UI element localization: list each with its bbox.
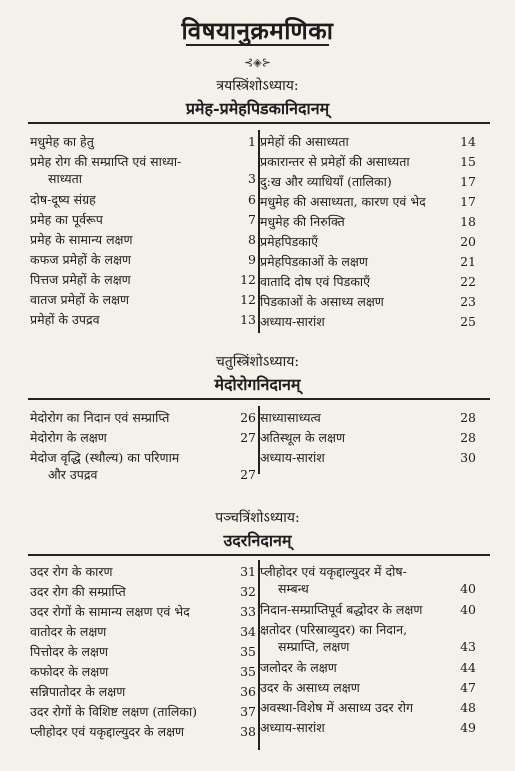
entry-title: अवस्था-विशेष में असाध्य उदर रोग	[260, 700, 414, 715]
toc-entry[interactable]	[260, 620, 476, 658]
entry-title: दोष-दूष्य संग्रह	[30, 192, 96, 207]
toc-entry[interactable]	[30, 210, 256, 230]
entry-page-number: 14	[460, 134, 476, 149]
entry-page-number: 7	[248, 212, 256, 227]
entry-title: मधुमेह की निरुक्ति	[260, 214, 345, 229]
entry-title: पित्तज प्रमेहों के लक्षण	[30, 272, 131, 287]
toc-entry[interactable]	[260, 312, 476, 332]
entry-page-number: 49	[460, 720, 476, 735]
toc-entry[interactable]	[30, 250, 256, 270]
entry-page-number: 22	[460, 274, 476, 289]
entry-title: वातज प्रमेहों के लक्षण	[30, 292, 130, 307]
toc-entry[interactable]	[30, 622, 256, 642]
toc-entry[interactable]	[30, 602, 256, 622]
toc-entry[interactable]	[260, 562, 476, 600]
entry-title: प्रमेहपिडकाएँ	[260, 234, 319, 249]
chapter-number: पञ्चत्रिंशोऽध्याय:	[215, 510, 300, 526]
entry-page-number: 38	[240, 724, 256, 739]
entry-page-number: 12	[240, 292, 256, 307]
toc-entry[interactable]	[260, 448, 476, 468]
toc-entry[interactable]	[30, 702, 256, 722]
entry-title: उदर रोगों के सामान्य लक्षण एवं भेद	[30, 604, 190, 619]
toc-entry[interactable]	[260, 272, 476, 292]
toc-entry[interactable]	[30, 132, 256, 152]
toc-entry[interactable]	[260, 132, 476, 152]
chapter-number: चतुस्त्रिंशोऽध्याय:	[215, 354, 300, 370]
toc-entry[interactable]	[260, 232, 476, 252]
entry-title: पित्तोदर के लक्षण	[30, 644, 108, 659]
entry-page-number: 9	[248, 252, 256, 267]
chapter-divider	[28, 122, 490, 124]
entry-page-number: 26	[240, 410, 256, 425]
entry-title: मधुमेह की असाध्यता, कारण एवं भेद	[260, 194, 426, 209]
toc-entry[interactable]	[260, 192, 476, 212]
entry-title: अध्याय-सारांश	[260, 314, 325, 329]
entry-page-number: 35	[240, 664, 256, 679]
entry-title-continued: सम्प्राप्ति, लक्षण	[278, 639, 350, 654]
toc-entry[interactable]	[260, 678, 476, 698]
toc-entry[interactable]	[30, 428, 256, 448]
entry-title: वातादि दोष एवं पिडकाएँ	[260, 274, 371, 289]
ornament-icon: ⊰◈⊱	[244, 56, 271, 69]
toc-entry[interactable]	[30, 310, 256, 330]
entry-page-number: 15	[460, 154, 476, 169]
toc-entry[interactable]	[260, 152, 476, 172]
entry-page-number: 34	[240, 624, 256, 639]
entry-page-number: 27	[240, 467, 256, 482]
entry-page-number: 28	[460, 430, 476, 445]
toc-entry[interactable]	[30, 230, 256, 250]
entry-page-number: 30	[460, 450, 476, 465]
entry-title: प्रमेह का पूर्वरूप	[30, 212, 103, 227]
entry-title: वातोदर के लक्षण	[30, 624, 107, 639]
chapter-divider	[28, 398, 490, 400]
entry-page-number: 8	[248, 232, 256, 247]
entry-page-number: 18	[460, 214, 476, 229]
entry-title: कफोदर के लक्षण	[30, 664, 109, 679]
entry-page-number: 32	[240, 584, 256, 599]
page-title: विषयानुक्रमणिका	[181, 16, 334, 45]
toc-entry[interactable]	[30, 448, 256, 486]
entry-title: प्रमेहपिडकाओं के लक्षण	[260, 254, 368, 269]
entry-page-number: 35	[240, 644, 256, 659]
entry-page-number: 43	[460, 639, 476, 654]
toc-entry[interactable]	[260, 428, 476, 448]
entry-page-number: 31	[240, 564, 256, 579]
entry-page-number: 44	[460, 660, 476, 675]
entry-title: साध्यासाध्यत्व	[260, 410, 321, 425]
toc-entry[interactable]	[260, 658, 476, 678]
entry-page-number: 28	[460, 410, 476, 425]
entry-page-number: 20	[460, 234, 476, 249]
entry-title: प्रमेह रोग की सम्प्राप्ति एवं साध्या-	[30, 154, 182, 169]
left-column	[30, 132, 256, 330]
entry-title: प्रमेहों की असाध्यता	[260, 134, 349, 149]
entry-page-number: 36	[240, 684, 256, 699]
entry-title: निदान-सम्प्राप्तिपूर्व बद्धोदर के लक्षण	[260, 602, 423, 617]
right-column	[260, 132, 476, 332]
entry-title: प्रकारान्तर से प्रमेहों की असाध्यता	[260, 154, 410, 169]
toc-entry[interactable]	[30, 682, 256, 702]
toc-entry[interactable]	[260, 172, 476, 192]
chapter-title: उदरनिदानम्	[223, 531, 292, 550]
entry-title: अध्याय-सारांश	[260, 720, 325, 735]
toc-entry[interactable]	[30, 722, 256, 742]
toc-entry[interactable]	[260, 718, 476, 738]
toc-entry[interactable]	[260, 252, 476, 272]
right-column	[260, 562, 476, 738]
entry-title: दु:ख और व्याधियाँ (तालिका)	[260, 174, 392, 189]
chapter-title: मेदोरोगनिदानम्	[214, 375, 301, 394]
entry-title: प्रमेहों के उपद्रव	[30, 312, 100, 327]
entry-page-number: 17	[460, 194, 476, 209]
entry-page-number: 27	[240, 430, 256, 445]
toc-entry[interactable]	[260, 698, 476, 718]
entry-title: उदर रोग की सम्प्राप्ति	[30, 584, 126, 599]
toc-entry[interactable]	[30, 408, 256, 428]
entry-title-continued: साध्यता	[48, 171, 83, 186]
entry-title: मेदोरोग का निदान एवं सम्प्राप्ति	[30, 410, 170, 425]
entry-title: मेदोज वृद्धि (स्थौल्य) का परिणाम	[30, 450, 180, 465]
toc-entry[interactable]	[30, 290, 256, 310]
entry-page-number: 1	[248, 134, 256, 149]
toc-entry[interactable]	[30, 152, 256, 190]
chapter-number: त्रयस्त्रिंशोऽध्याय:	[216, 78, 299, 94]
entry-page-number: 17	[460, 174, 476, 189]
toc-entry[interactable]	[30, 562, 256, 582]
entry-page-number: 37	[240, 704, 256, 719]
left-column	[30, 562, 256, 742]
entry-page-number: 25	[460, 314, 476, 329]
toc-entry[interactable]	[30, 190, 256, 210]
entry-title: मधुमेह का हेतु	[30, 134, 94, 149]
toc-entry[interactable]	[260, 292, 476, 312]
entry-page-number: 48	[460, 700, 476, 715]
toc-entry[interactable]	[30, 270, 256, 290]
entry-title: अतिस्थूल के लक्षण	[260, 430, 346, 445]
toc-entry[interactable]	[30, 582, 256, 602]
entry-page-number: 13	[240, 312, 256, 327]
chapter-title: प्रमेह-प्रमेहपिडकानिदानम्	[185, 99, 330, 118]
entry-page-number: 6	[248, 192, 256, 207]
entry-title: पिडकाओं के असाध्य लक्षण	[260, 294, 384, 309]
entry-title-continued: सम्बन्ध	[278, 581, 309, 596]
entry-page-number: 33	[240, 604, 256, 619]
entry-title: कफज प्रमेहों के लक्षण	[30, 252, 131, 267]
entry-page-number: 40	[460, 602, 476, 617]
entry-title: अध्याय-सारांश	[260, 450, 325, 465]
entry-title: प्लीहोदर एवं यकृद्दाल्युदर के लक्षण	[30, 724, 185, 739]
toc-entry[interactable]	[260, 408, 476, 428]
entry-title: उदर के असाध्य लक्षण	[260, 680, 360, 695]
toc-entry[interactable]	[30, 662, 256, 682]
entry-title: उदर रोग के कारण	[30, 564, 113, 579]
entry-title: प्लीहोदर एवं यकृद्दाल्युदर में दोष-	[260, 564, 407, 579]
entry-title: सन्निपातोदर के लक्षण	[30, 684, 126, 699]
left-column	[30, 408, 256, 486]
right-column	[260, 408, 476, 468]
entry-title: मेदोरोग के लक्षण	[30, 430, 107, 445]
chapter-divider	[28, 554, 490, 556]
entry-page-number: 40	[460, 581, 476, 596]
title-underline	[186, 44, 329, 46]
entry-title: उदर रोगों के विशिष्ट लक्षण (तालिका)	[30, 704, 198, 719]
entry-page-number: 12	[240, 272, 256, 287]
entry-title: जलोदर के लक्षण	[260, 660, 337, 675]
entry-title: क्षतोदर (परिस्राव्युदर) का निदान,	[260, 622, 408, 637]
entry-page-number: 47	[460, 680, 476, 695]
entry-page-number: 21	[460, 254, 476, 269]
entry-title: प्रमेह के सामान्य लक्षण	[30, 232, 133, 247]
entry-page-number: 3	[248, 171, 256, 186]
toc-entry[interactable]	[260, 212, 476, 232]
entry-page-number: 23	[460, 294, 476, 309]
entry-title-continued: और उपद्रव	[48, 467, 98, 482]
toc-entry[interactable]	[260, 600, 476, 620]
toc-entry[interactable]	[30, 642, 256, 662]
